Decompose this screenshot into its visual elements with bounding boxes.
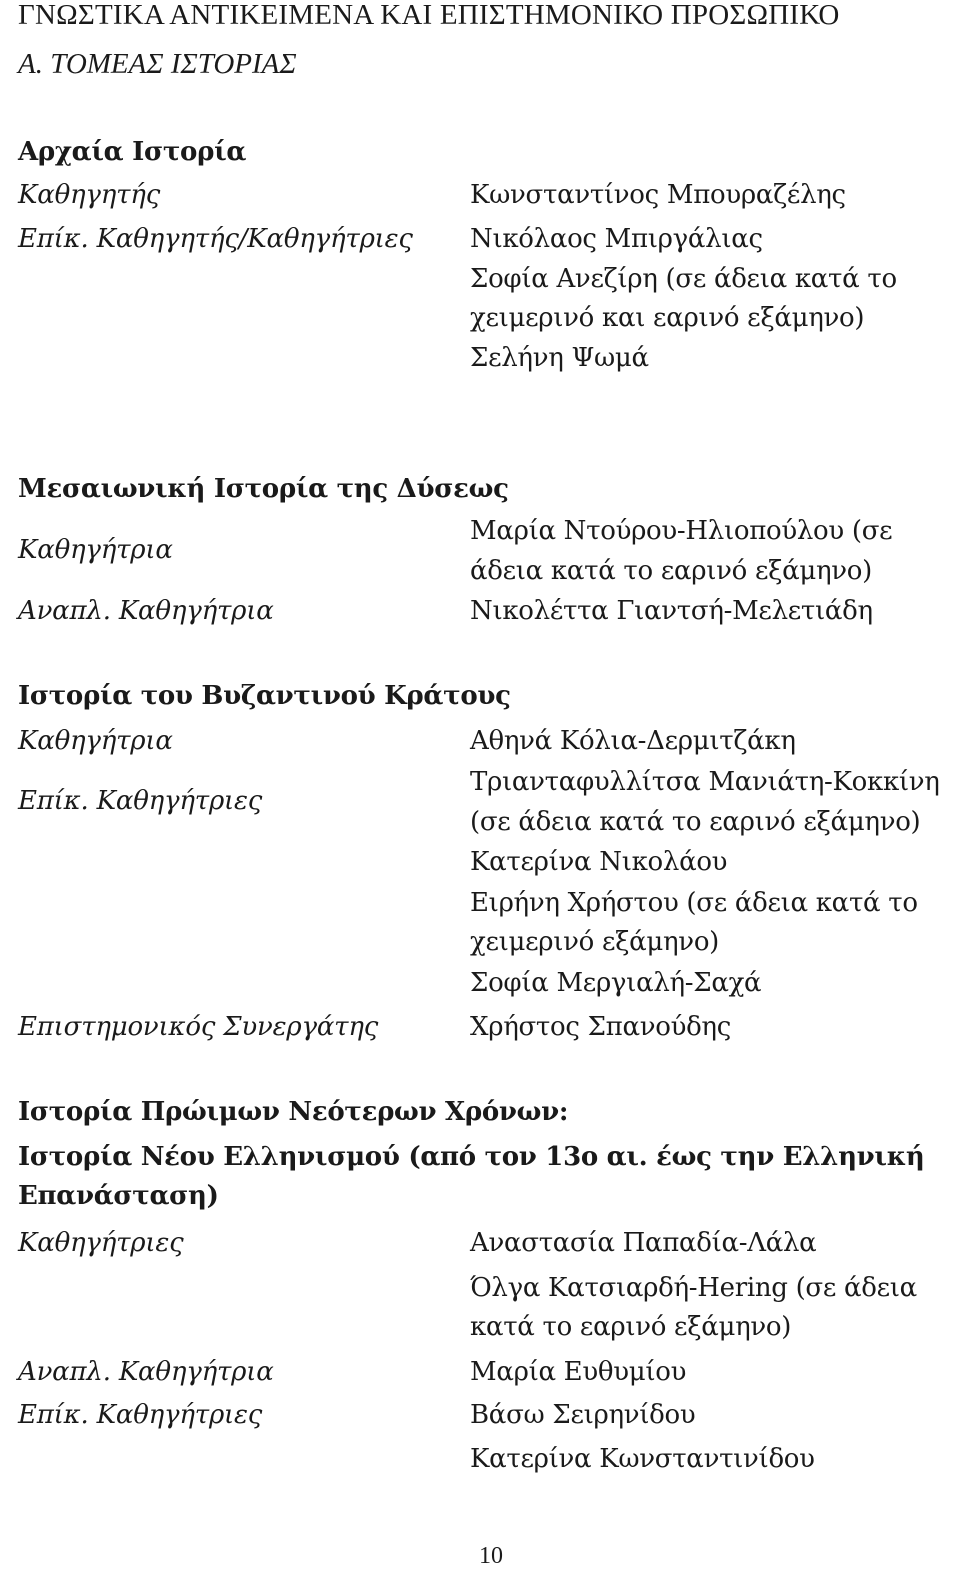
section-heading-ancient: Αρχαία Ιστορία: [18, 137, 247, 167]
staff-name: Σελήνη Ψωμά: [470, 343, 649, 373]
staff-name: Βάσω Σειρηνίδου: [470, 1400, 696, 1430]
role-label: Επιστημονικός Συνεργάτης: [18, 1012, 379, 1042]
staff-name: Τριανταφυλλίτσα Μανιάτη-Κοκκίνη: [470, 767, 940, 797]
role-label: Επίκ. Καθηγήτριες: [18, 786, 263, 816]
staff-name: Κατερίνα Νικολάου: [470, 847, 728, 877]
department-subtitle: Α. ΤΟΜΕΑΣ ΙΣΤΟΡΙΑΣ: [18, 48, 297, 80]
role-label: Αναπλ. Καθηγήτρια: [18, 1357, 274, 1387]
section-heading-medieval: Μεσαιωνική Ιστορία της Δύσεως: [18, 474, 509, 504]
section-heading-byzantine: Ιστορία του Βυζαντινού Κράτους: [18, 681, 511, 711]
section-heading-early-modern-subtitle: Ιστορία Νέου Ελληνισμού (από τον 13ο αι. έως την Ελληνική: [18, 1142, 925, 1172]
page-number: 10: [479, 1543, 503, 1569]
staff-name: Νικολέττα Γιαντσή-Μελετιάδη: [470, 596, 873, 626]
staff-name: Ειρήνη Χρήστου (σε άδεια κατά το: [470, 888, 918, 918]
section-heading-early-modern-subtitle-cont: Επανάσταση): [18, 1181, 219, 1211]
staff-name: (σε άδεια κατά το εαρινό εξάμηνο): [470, 807, 921, 837]
staff-name: Νικόλαος Μπιργάλιας: [470, 224, 763, 254]
role-label: Καθηγητής: [18, 180, 161, 210]
role-label: Καθηγήτρια: [18, 535, 173, 565]
role-label: Αναπλ. Καθηγήτρια: [18, 596, 274, 626]
staff-name: χειμερινό εξάμηνο): [470, 927, 720, 957]
staff-name: Κωνσταντίνος Μπουραζέλης: [470, 180, 846, 210]
staff-name: άδεια κατά το εαρινό εξάμηνο): [470, 556, 872, 586]
staff-name: Μαρία Ντούρου-Ηλιοπούλου (σε: [470, 516, 893, 546]
staff-name: Όλγα Κατσιαρδή-Hering (σε άδεια: [470, 1273, 917, 1303]
staff-name: Σοφία Ανεζίρη (σε άδεια κατά το: [470, 264, 897, 294]
page-title: ΓΝΩΣΤΙΚΑ ΑΝΤΙΚΕΙΜΕΝΑ ΚΑΙ ΕΠΙΣΤΗΜΟΝΙΚΟ ΠΡΟΣΩΠΙΚΟ: [18, 0, 840, 31]
role-label: Επίκ. Καθηγητής/Καθηγήτριες: [18, 224, 413, 254]
staff-name: κατά το εαρινό εξάμηνο): [470, 1312, 792, 1342]
section-heading-early-modern: Ιστορία Πρώιμων Νεότερων Χρόνων:: [18, 1097, 569, 1127]
staff-name: χειμερινό και εαρινό εξάμηνο): [470, 303, 865, 333]
staff-name: Αναστασία Παπαδία-Λάλα: [470, 1228, 817, 1258]
staff-name: Σοφία Μεργιαλή-Σαχά: [470, 968, 762, 998]
role-label: Καθηγήτρια: [18, 726, 173, 756]
role-label: Επίκ. Καθηγήτριες: [18, 1400, 263, 1430]
staff-name: Μαρία Ευθυμίου: [470, 1357, 687, 1387]
staff-name: Χρήστος Σπανούδης: [470, 1012, 731, 1042]
staff-name: Κατερίνα Κωνσταντινίδου: [470, 1444, 815, 1474]
role-label: Καθηγήτριες: [18, 1228, 184, 1258]
staff-name: Αθηνά Κόλια-Δερμιτζάκη: [470, 726, 796, 756]
